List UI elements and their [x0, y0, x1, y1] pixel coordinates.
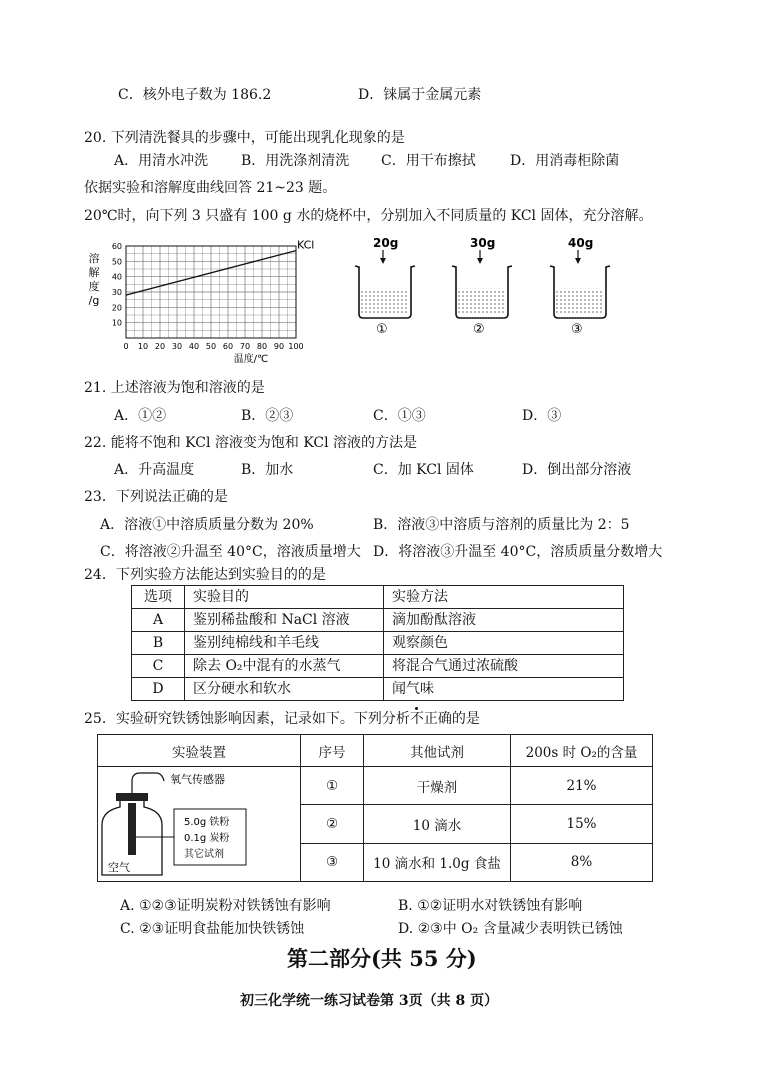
q25-header-row	[98, 735, 653, 767]
q24-cell: 将混合气通过浓硫酸	[384, 655, 624, 678]
q22-option-c: C．加 KCl 固体	[373, 462, 474, 478]
q23-option-b: B．溶液③中溶质与溶剂的质量比为 2：5	[373, 517, 630, 533]
x-tick-label: 70	[239, 342, 251, 351]
q24-cell: 观察颜色	[384, 632, 624, 655]
q24-table	[131, 585, 624, 701]
x-tick-label: 0	[123, 342, 129, 351]
q24-cell: B	[132, 632, 185, 655]
intro-experiment: 20℃时，向下列 3 只盛有 100 g 水的烧杯中，分别加入不同质量的 KCl 固体，充分溶解。	[84, 208, 653, 224]
q25-option-d: D. ②③中 O₂ 含量减少表明铁已锈蚀	[398, 921, 623, 937]
q25-option-c: C. ②③证明食盐能加快铁锈蚀	[120, 921, 305, 937]
q20-stem: 20. 下列清洗餐具的步骤中，可能出现乳化现象的是	[84, 130, 405, 146]
q22-option-d: D．倒出部分溶液	[522, 462, 632, 478]
q25-stem-emphasis: 不	[409, 711, 424, 727]
q23-option-c: C．将溶液②升温至 40°C，溶液质量增大	[100, 544, 361, 560]
q20-option-a: A．用清水冲洗	[114, 153, 209, 169]
x-tick-label: 40	[188, 342, 200, 351]
q20-option-d: D．用消毒柜除菌	[510, 153, 620, 169]
q23-option-d: D．将溶液③升温至 40°C，溶质质量分数增大	[373, 544, 663, 560]
q21-option-d: D．③	[522, 408, 562, 424]
q25-cell: 10 滴水和 1.0g 食盐	[364, 843, 511, 881]
q24-header-row	[132, 586, 624, 609]
q25-cell: 干燥剂	[364, 767, 511, 805]
beaker-2-mass: 30g	[470, 236, 496, 250]
table-row	[132, 632, 624, 655]
table-row	[98, 767, 653, 805]
prev-option-c: C．核外电子数为 186.2	[118, 87, 272, 103]
x-tick-label: 80	[256, 342, 268, 351]
q25-header: 实验装置	[98, 735, 301, 767]
contents-line-2: 0.1g 炭粉	[184, 833, 230, 844]
y-axis-label: 溶	[88, 252, 100, 265]
q21-option-c: C．①③	[373, 408, 426, 424]
table-row	[132, 678, 624, 701]
table-row	[132, 609, 624, 632]
q25-cell: ①	[301, 767, 364, 805]
x-tick-label: 30	[171, 342, 183, 351]
beaker-1-label: ①	[376, 322, 388, 334]
q25-stem	[84, 708, 480, 728]
q24-cell: 除去 O₂中混有的水蒸气	[185, 655, 384, 678]
contents-line-1: 5.0g 铁粉	[184, 817, 230, 828]
air-label: 空气	[108, 861, 130, 874]
q24-cell: D	[132, 678, 185, 701]
q21-stem: 21. 上述溶液为饱和溶液的是	[84, 380, 265, 396]
contents-line-3: 其它试剂	[184, 849, 224, 860]
q24-cell: 鉴别纯棉线和羊毛线	[185, 632, 384, 655]
y-tick-label: 30	[111, 288, 122, 297]
y-tick-label: 10	[111, 318, 122, 328]
prev-option-d: D．铼属于金属元素	[358, 87, 482, 103]
beaker-3	[550, 236, 610, 334]
beaker-1	[355, 236, 415, 334]
q22-stem: 22. 能将不饱和 KCl 溶液变为饱和 KCl 溶液的方法是	[84, 435, 418, 451]
y-tick-label: 20	[111, 303, 122, 313]
q24-header: 选项	[132, 586, 185, 609]
q25-option-a: A. ①②③证明炭粉对铁锈蚀有影响	[120, 898, 331, 914]
beaker-3-mass: 40g	[568, 236, 594, 250]
y-axis-label: 解	[88, 266, 100, 279]
q25-cell: 10 滴水	[364, 805, 511, 843]
q20-option-c: C．用干布擦拭	[381, 153, 476, 169]
q25-cell: 21%	[511, 767, 653, 805]
q22-option-a: A．升高温度	[114, 462, 195, 478]
q25-header: 200s 时 O₂的含量	[511, 735, 653, 767]
beaker-1-mass: 20g	[373, 236, 399, 250]
q24-stem: 24．下列实验方法能达到实验目的的是	[84, 567, 326, 583]
solubility-chart	[84, 236, 324, 366]
q24-cell: 鉴别稀盐酸和 NaCl 溶液	[185, 609, 384, 632]
y-tick-label: 50	[111, 257, 122, 267]
sensor-label: 氧气传感器	[170, 773, 225, 786]
q25-option-b: B. ①②证明水对铁锈蚀有影响	[398, 898, 583, 914]
q24-cell: 闻气味	[384, 678, 624, 701]
q24-cell: 滴加酚酞溶液	[384, 609, 624, 632]
beaker-3-label: ③	[571, 322, 583, 334]
beaker-2	[452, 236, 512, 334]
q20-option-b: B．用洗涤剂清洗	[241, 153, 350, 169]
x-tick-label: 50	[205, 342, 217, 351]
apparatus-cell	[98, 767, 301, 882]
y-axis-label: 度	[88, 280, 100, 293]
beaker-2-label: ②	[473, 322, 485, 334]
q25-stem-post: 正确的是	[423, 711, 480, 727]
y-tick-label: 40	[111, 272, 122, 282]
x-tick-label: 60	[222, 342, 234, 351]
q25-cell: ②	[301, 805, 364, 843]
q24-cell: C	[132, 655, 185, 678]
q24-header: 实验目的	[185, 586, 384, 609]
q22-option-b: B．加水	[241, 462, 294, 478]
q25-cell: 15%	[511, 805, 653, 843]
q25-table	[97, 734, 653, 882]
q21-option-b: B．②③	[241, 408, 294, 424]
q25-stem-pre: 25．实验研究铁锈蚀影响因素，记录如下。下列分析	[84, 711, 410, 727]
x-tick-label: 20	[154, 342, 166, 351]
x-tick-label: 10	[137, 342, 149, 351]
beakers-figure	[345, 234, 615, 334]
y-axis-label: /g	[88, 294, 100, 307]
intro-21-23: 依据实验和溶解度曲线回答 21~23 题。	[84, 180, 337, 196]
q25-header: 其他试剂	[364, 735, 511, 767]
q24-cell: 区分硬水和软水	[185, 678, 384, 701]
q21-option-a: A．①②	[114, 408, 167, 424]
q25-cell: 8%	[511, 843, 653, 881]
x-axis-label: 温度/℃	[233, 354, 269, 365]
table-row	[132, 655, 624, 678]
q23-option-a: A．溶液①中溶质质量分数为 20%	[100, 517, 314, 533]
q23-stem: 23．下列说法正确的是	[84, 489, 228, 505]
y-tick-label: 60	[111, 242, 122, 251]
q25-header: 序号	[301, 735, 364, 767]
q24-header: 实验方法	[384, 586, 624, 609]
x-tick-label: 90	[273, 342, 285, 351]
x-tick-label: 100	[288, 342, 304, 351]
q25-cell: ③	[301, 843, 364, 881]
series-label: KCl	[297, 238, 315, 252]
page-footer: 初三化学统一练习试卷第 3页（共 8 页）	[240, 993, 499, 1009]
apparatus-figure	[98, 767, 298, 881]
q24-cell: A	[132, 609, 185, 632]
part-two-title: 第二部分(共 55 分)	[287, 946, 477, 971]
